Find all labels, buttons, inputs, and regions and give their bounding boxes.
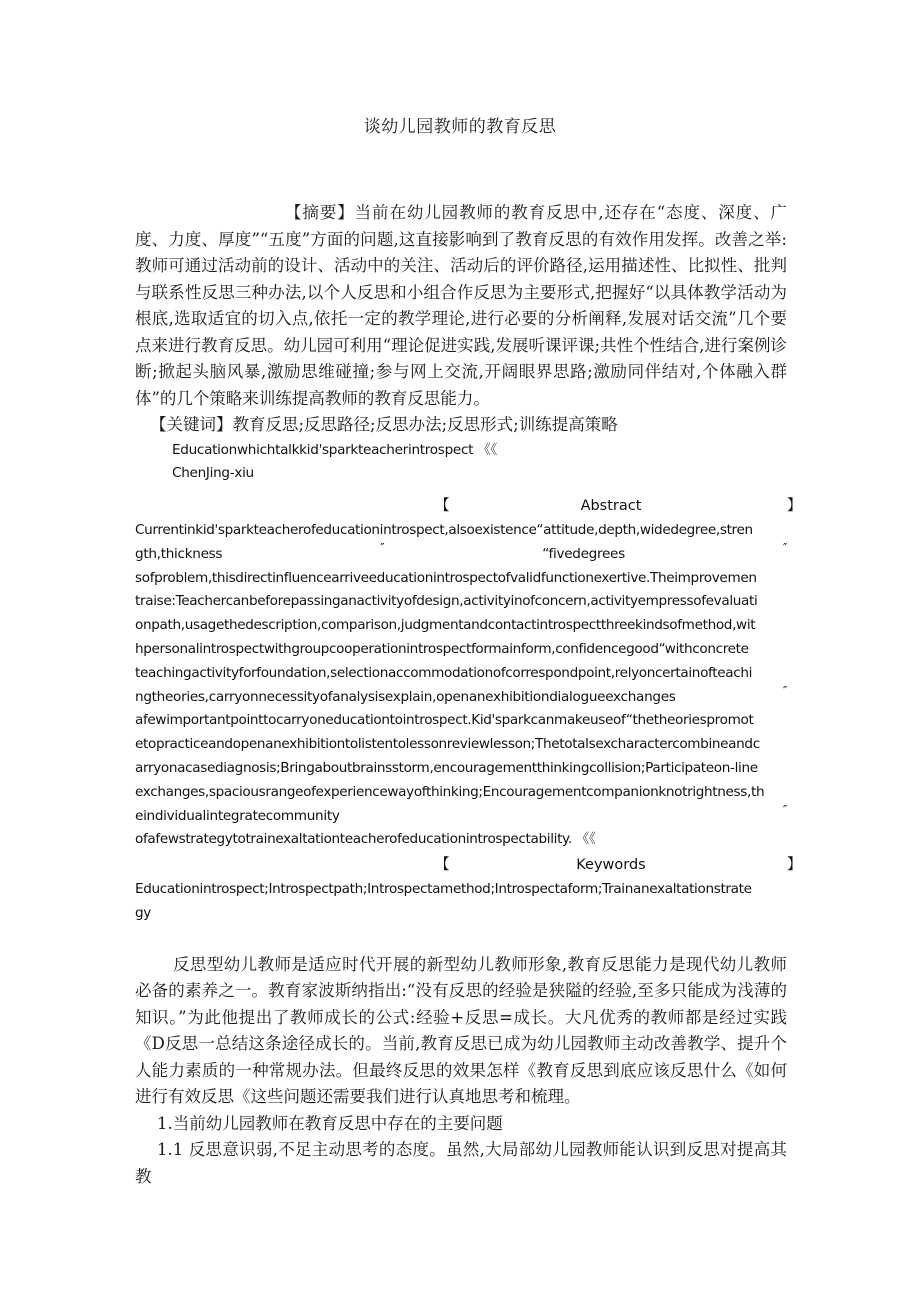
quote-mark-icon: ″ xyxy=(380,540,385,555)
abstract-en-header: 【 Abstract 】 xyxy=(135,493,787,519)
abstract-en-line-2-a: gth,thickness xyxy=(135,545,223,562)
abstract-en-line-2-b: “fivedegrees xyxy=(542,545,625,562)
abstract-en-line-4: traise:Teachercanbeforepassinganactivityofdesign,activityinofconcern,activityempressofevaluati xyxy=(135,593,758,610)
abstract-en-line-6: hpersonalintrospectwithgroupcooperationintrospectformainform,confidencegood“withconcrete xyxy=(135,641,749,658)
abstract-en-line-8-a: ngtheories,carryonnecessityofanalysisexplain,openanexhibitiondialogueexchanges xyxy=(135,688,676,705)
abstract-en-line-5: onpath,usagethedescription,comparison,judgmentandcontactintrospectthreekindsofmethod,wit xyxy=(135,617,756,634)
keywords-cn-body: 教育反思;反思路径;反思办法;反思形式;训练提高策略 xyxy=(232,415,618,434)
abstract-en-line-7: teachingactivityforfoundation,selectionaccommodationofcorrespondpoint,relyoncertainofteachi xyxy=(135,664,753,681)
abstract-en-line-9: afewimportantpointtocarryoneducationtointrospect.Kid'sparkcanmakeuseof“thetheoriespromot xyxy=(135,712,754,729)
author-en: ChenJing-xiu xyxy=(172,465,254,482)
abstract-en-label: Abstract xyxy=(580,498,642,515)
abstract-en-line-8 xyxy=(135,683,787,710)
title-en: Educationwhichtalkkid'sparkteacherintrospect 《《 xyxy=(172,441,497,458)
abstract-cn-paragraph xyxy=(135,200,787,412)
keywords-en-label: Keywords xyxy=(576,857,646,874)
abstract-en-line-11: arryonacasediagnosis;Bringaboutbrainsstorm,encouragementthinkingcollision;Participateon-line xyxy=(135,760,758,777)
abstract-en-line-14: ofafewstrategytotrainexaltationteacherofeducationintrospectability. 《《 xyxy=(135,831,596,848)
abstract-en-line-12: exchanges,spaciousrangeofexperiencewayofthinking;Encouragementcompanionknotrightness,th xyxy=(135,783,765,800)
abstract-en-line-2 xyxy=(135,540,788,567)
page-title: 谈幼儿园教师的教育反思 xyxy=(363,117,557,137)
abstract-en-line-13-a: eindividualintegratecommunity xyxy=(135,807,340,824)
body-cn-paragraph-1: 反思型幼儿教师是适应时代开展的新型幼儿教师形象,教育反思能力是现代幼儿教师必备的素养之一。教育家波斯纳指出:“没有反思的经验是狭隘的经验,至多只能成为浅薄的知识。”为此他提出了教师成长的公式:经验+反思=成长。大凡优秀的教师都是经过实践《D反思一总结这条途径成长的。当前,教育反思已成为幼儿园教师主动改善教学、提升个人能力素质的一种常规办法。但最终反思的效果怎样《教育反思到底应该反思什么《如何进行有效反思《这些问题还需要我们进行认真地思考和梳理。 xyxy=(135,954,787,1107)
abstract-en-line-1: Currentinkid'sparkteacherofeducationintrospect,alsoexistence“attitude,depth,widedegree,stren xyxy=(135,522,753,539)
quote-mark-icon: ″ xyxy=(782,802,787,817)
quote-mark-icon: ″ xyxy=(782,683,787,698)
abstract-en-line-13 xyxy=(135,802,787,829)
abstract-cn-body: 当前在幼儿园教师的教育反思中,还存在“态度、深度、广度、力度、厚度”“五度”方面的问题,这直接影响到了教育反思的有效作用发挥。改善之举:教师可通过活动前的设计、活动中的关注、活动后的评价路径,运用描述性、比拟性、批判与联系性反思三种办法,以个人反思和小组合作反思为主要形式,把握好“以具体教学活动为根底,选取适宜的切入点,依托一定的教学理论,进行必要的分析阐释,发展对话交流”几个要点来进行教育反思。幼儿园可利用“理论促进实践,发展听课评课;共性个性结合,进行案例诊断;掀起头脑风暴,激励思维碰撞;参与网上交流,开阔眼界思路;激励同伴结对,个体融入群体”的几个策略来训练提高教师的教育反思能力。 xyxy=(135,203,788,408)
abstract-en-line-10: etopracticeandopenanexhibitiontolistentolessonreviewlesson;Thetotalsexcharactercombineandc xyxy=(135,736,760,753)
keywords-cn-label: 【关键词】 xyxy=(150,415,233,434)
quote-mark-icon: ″ xyxy=(782,540,788,555)
keywords-cn-paragraph xyxy=(135,412,787,439)
abstract-en-line-3: sofproblem,thisdirectinfluencearriveeducationintrospectofvalidfunctionexertive.Theimprovemen xyxy=(135,569,757,586)
body-cn-paragraph-2: 1.1 反思意识弱,不足主动思考的态度。虽然,大局部幼儿园教师能认识到反思对提高其教 xyxy=(135,1140,787,1186)
keywords-en-line-1: Educationintrospect;Introspectpath;Introspectamethod;Introspectaform;Trainanexaltationstrate xyxy=(135,881,752,898)
keywords-en-line-2: gy xyxy=(135,905,151,922)
body-cn-heading-1: 1.当前幼儿园教师在教育反思中存在的主要问题 xyxy=(157,1113,503,1133)
abstract-cn-label: 【摘要】 xyxy=(285,203,355,222)
keywords-en-header: 【 Keywords 】 xyxy=(135,852,787,878)
document-body xyxy=(135,200,802,1190)
